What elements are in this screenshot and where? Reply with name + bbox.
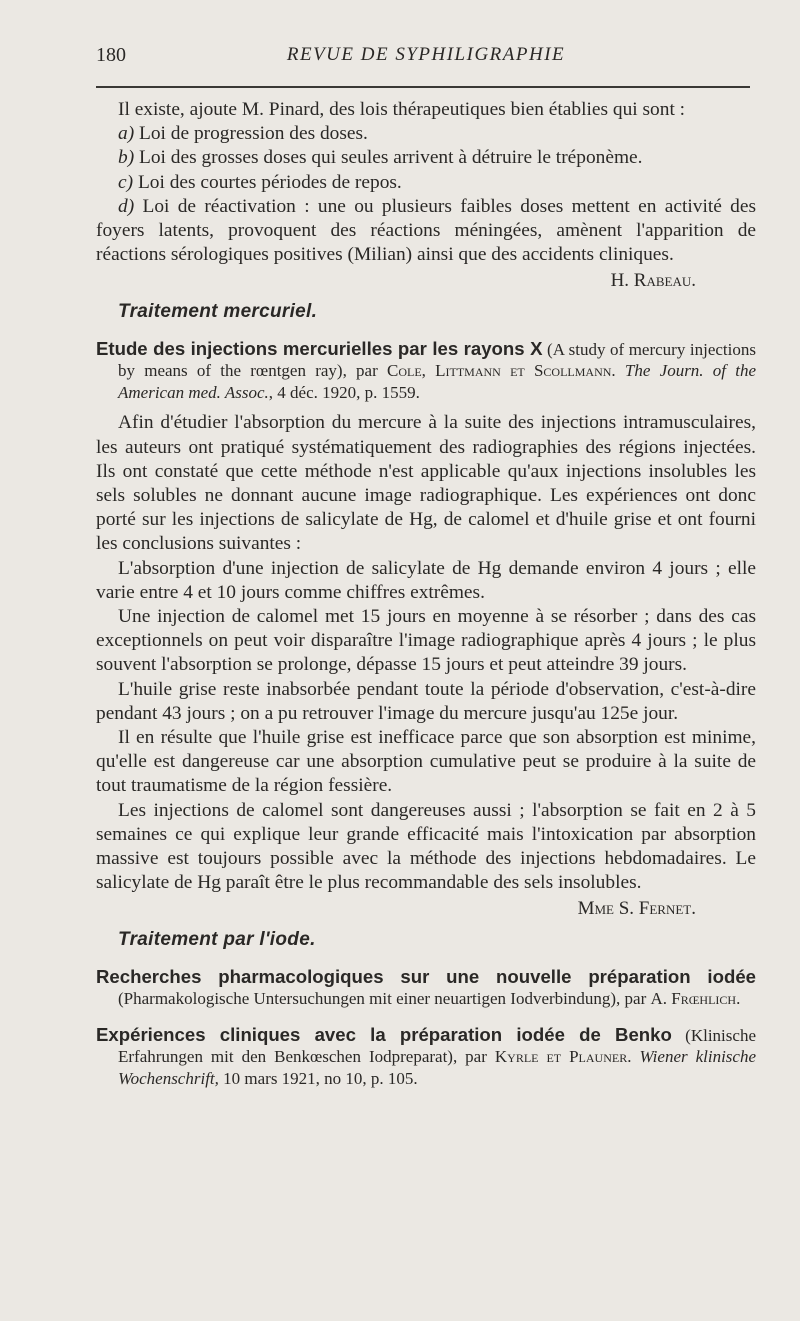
- article-authors: Kyrle et Plauner.: [494, 1047, 632, 1067]
- list-item: d) Loi de réactivation : une ou plusieurs faibles doses mettent en activité des foyers latents, provoquent des réactions méningées, amènent l'apparition de réactions sérologiques positives (Milian) ainsi que des accidents cliniques.: [96, 195, 756, 266]
- list-item: b) Loi des grosses doses qui seules arrivent à détruire le tréponème.: [118, 147, 643, 169]
- body-paragraph: Les injections de calomel sont dangereuses aussi ; l'absorption se fait en 2 à 5 semaines ce qui explique leur grande efficacité mais l'intoxication par absorption massive est toujours possible avec la méthode des injections hebdomadaires. Le salicylate de Hg paraît être le plus recommandable des sels insolubles.: [96, 799, 756, 894]
- article-journal: Wiener klinische Wochenschrift,: [118, 1047, 757, 1088]
- article-title: Recherches pharmacologiques sur une nouvelle préparation iodée: [96, 965, 756, 987]
- article-authors: Cole, Littmann et Scollmann.: [387, 361, 616, 381]
- article-authors: A. Frœhlich.: [650, 989, 741, 1009]
- article-citation: , 4 déc. 1920, p. 1559.: [268, 382, 420, 402]
- intro-paragraph: Il existe, ajoute M. Pinard, des lois thérapeutiques bien établies qui sont :: [118, 99, 686, 120]
- running-title: REVUE DE SYPHILIGRAPHIE: [286, 44, 566, 65]
- signature: H. Rabeau.: [610, 270, 696, 292]
- list-item: c) Loi des courtes périodes de repos.: [118, 171, 402, 193]
- article-header: [96, 966, 756, 1010]
- header-rule: [96, 86, 750, 88]
- list-item: a) Loi de progression des doses.: [118, 123, 368, 145]
- body-paragraph: Afin d'étudier l'absorption du mercure à la suite des injections intramusculaires, les auteurs ont pratiqué systématiquement des radiographies des régions injectées. Ils ont constaté que cette méthode n'est applicable qu'aux injections insolubles les sels solubles ne donnant aucune image radiographique. Les expériences ont donc porté sur les injections de salicylate de Hg, de calomel et d'huile grise et ont fourni les conclusions suivantes :: [96, 412, 756, 555]
- body-paragraph: L'absorption d'une injection de salicylate de Hg demande environ 4 jours ; elle varie entre 4 et 10 jours comme chiffres extrêmes.: [96, 557, 756, 603]
- article-header: [96, 1024, 756, 1090]
- article-journal: The Journ. of the American med. Assoc.: [118, 361, 757, 402]
- body-paragraph: Il en résulte que l'huile grise est inefficace parce que son absorption est minime, qu'elle est dangereuse car une absorption cumulative peut se produire à la suite de tout traumatisme de la région fessière.: [96, 726, 756, 797]
- page-content: [96, 98, 756, 1089]
- section-heading: Traitement mercuriel.: [118, 300, 318, 322]
- section-heading: Traitement par l'iode.: [118, 928, 316, 950]
- body-paragraph: L'huile grise reste inabsorbée pendant toute la période d'observation, c'est-à-dire pendant 43 jours ; on a pu retrouver l'image du mercure jusqu'au 125e jour.: [96, 678, 756, 724]
- article-subtitle: (Pharmakologische Untersuchungen mit einer neuartigen Iodverbindung), par: [118, 989, 647, 1009]
- article-header: [96, 338, 756, 404]
- page-header: [96, 44, 756, 74]
- article-subtitle: (Klinische Erfahrungen mit den Benkœschen Iodpreparat), par: [118, 1025, 756, 1067]
- page-number: 180: [96, 44, 126, 66]
- article-citation: 10 mars 1921, no 10, p. 105.: [223, 1068, 418, 1088]
- article-title: Etude des injections mercurielles par les rayons X: [96, 337, 543, 359]
- signature: Mme S. Fernet.: [577, 898, 696, 920]
- body-paragraph: Une injection de calomel met 15 jours en moyenne à se résorber ; dans des cas exceptionnels on peut voir disparaître l'image radiographique après 4 jours ; le plus souvent l'absorption se prolonge, dépasse 15 jours et peut atteindre 39 jours.: [96, 605, 756, 676]
- article-title: Expériences cliniques avec la préparation iodée de Benko: [96, 1023, 672, 1045]
- article-subtitle: (A study of mercury injections by means of the rœntgen ray), par: [118, 339, 756, 381]
